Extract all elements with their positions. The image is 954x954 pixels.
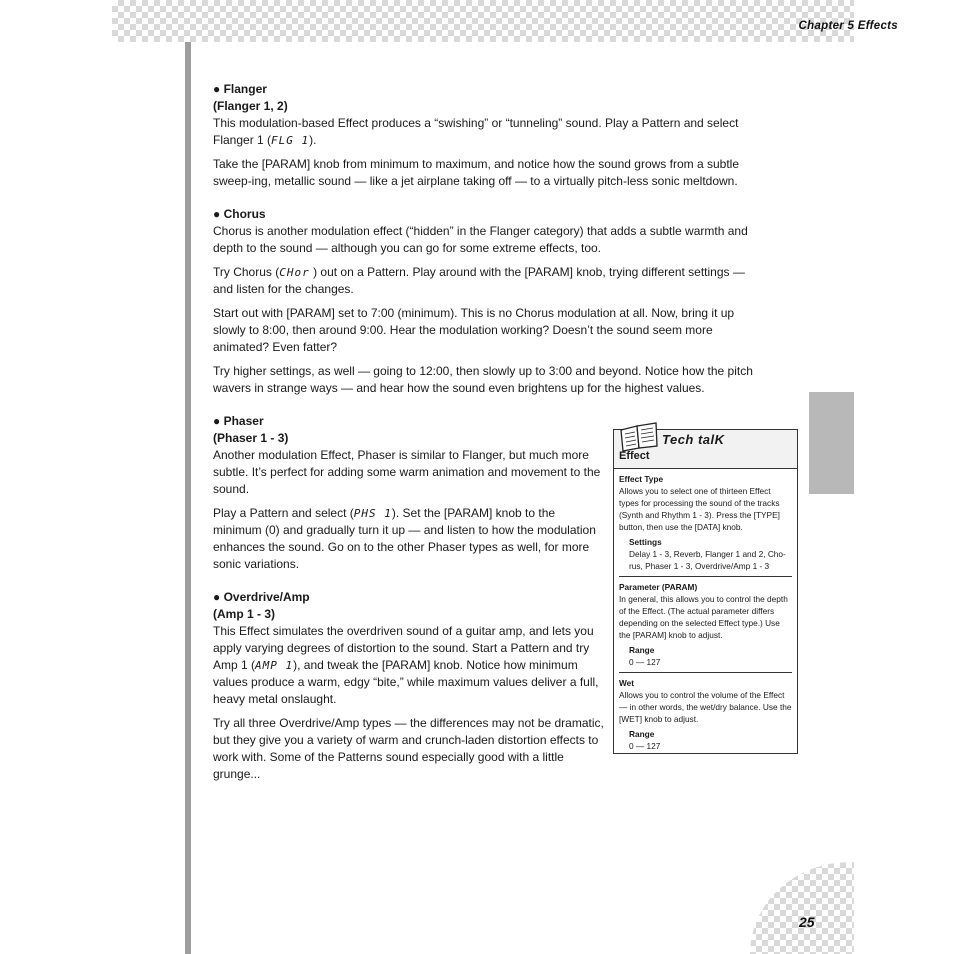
section-heading: ● Flanger <box>213 82 267 96</box>
tech-talk-title: Tech talK <box>662 432 725 447</box>
tech-talk-heading: Effect <box>619 450 650 462</box>
paragraph: Another modulation Effect, Phaser is similar to Flanger, but much more subtle. It’s perfect for adding some warm animation and movement to the sound. <box>213 448 601 496</box>
paragraph: This modulation-based Effect produces a “swishing” or “tunneling” sound. Play a Pattern and select Flanger 1 (FLG 1). <box>213 116 739 147</box>
item-title: Parameter (PARAM) <box>619 582 698 592</box>
paragraph: Try Chorus (CHor ) out on a Pattern. Play around with the [PARAM] knob, trying different settings — and listen for the changes. <box>213 265 745 296</box>
item-text: Allows you to control the volume of the Effect — in other words, the wet/dry balance. Use the [WET] knob to adjust. <box>619 690 792 724</box>
section-heading: ● Overdrive/Amp <box>213 590 310 604</box>
lcd-display-text: AMP 1 <box>255 659 294 672</box>
tech-talk-header <box>614 430 797 469</box>
lcd-display-text: CHor <box>279 266 310 279</box>
section-heading: ● Phaser <box>213 414 264 428</box>
item-text: In general, this allows you to control the depth of the Effect. (The actual parameter differs depending on the selected Effect type.) Use the [PARAM] knob to adjust. <box>619 594 788 640</box>
section-overdrive <box>213 589 605 783</box>
section-phaser <box>213 413 605 573</box>
sub-title: Range <box>629 729 655 739</box>
section-subheading: (Amp 1 - 3) <box>213 607 276 621</box>
section-chorus <box>213 206 753 397</box>
header-checker-band <box>112 0 854 42</box>
item-text: Allows you to select one of thirteen Effect types for processing the sound of the tracks (Synth and Rhythm 1 - 3). Press the [TYPE] button, then use the [DATA] knob. <box>619 486 780 532</box>
paragraph: Start out with [PARAM] set to 7:00 (minimum). This is no Chorus modulation at all. Now, bring it up slowly to 8:00, then around 9:00. Hear the modulation working? Doesn’t the sound seem more animated? Even fatter? <box>213 306 735 354</box>
item-sub <box>619 644 792 668</box>
lcd-display-text: PHS 1 <box>353 507 392 520</box>
tech-talk-item <box>619 473 792 577</box>
paragraph: Chorus is another modulation effect (“hidden” in the Flanger category) that adds a subtle warmth and depth to the sound — although you can go for some extreme effects, too. <box>213 224 748 255</box>
section-flanger <box>213 81 753 190</box>
tech-talk-item <box>619 677 792 756</box>
section-subheading: (Flanger 1, 2) <box>213 99 288 113</box>
paragraph: Take the [PARAM] knob from minimum to maximum, and notice how the sound grows from a subtle sweep-ing, metallic sound — like a jet airplane taking off — to a virtually pitch-less sonic meltdown. <box>213 157 739 188</box>
sub-text: 0 — 127 <box>629 657 661 667</box>
page-number: 25 <box>799 914 815 930</box>
paragraph: Play a Pattern and select (PHS 1). Set the [PARAM] knob to the minimum (0) and gradually turn it up — and listen to how the modulation enhances the sound. Go on to the other Phaser types as well, for more sonic variations. <box>213 506 596 571</box>
corner-checker-decoration <box>750 862 854 954</box>
item-title: Effect Type <box>619 474 664 484</box>
item-title: Wet <box>619 678 635 688</box>
tech-talk-body <box>614 469 797 756</box>
paragraph: This Effect simulates the overdriven sound of a guitar amp, and lets you apply varying degrees of distortion to the sound. Start a Pattern and try Amp 1 (AMP 1), and tweak the [PARAM] knob. Notice how minimum values produce a warm, edgy “bite,” while maximum values deliver a full, heavy metal onslaught. <box>213 624 599 706</box>
chapter-thumb-tab <box>809 392 854 494</box>
tech-talk-item <box>619 581 792 673</box>
left-margin-rule <box>185 42 191 954</box>
section-subheading: (Phaser 1 - 3) <box>213 431 289 445</box>
item-sub <box>619 728 792 752</box>
open-book-icon <box>618 420 660 452</box>
tech-talk-box <box>613 429 798 754</box>
paragraph: Try higher settings, as well — going to 12:00, then slowly up to 3:00 and beyond. Notice how the pitch wavers in strange ways — and hear how the sound even brightens up for the highest values. <box>213 364 753 395</box>
paragraph: Try all three Overdrive/Amp types — the differences may not be dramatic, but they give you a variety of warm and crunch-laden distortion effects to work with. Some of the Patterns sound especially good with a little grunge... <box>213 716 604 781</box>
sub-text: 0 — 127 <box>629 741 661 751</box>
sub-title: Settings <box>629 537 662 547</box>
sub-title: Range <box>629 645 655 655</box>
sub-text: Delay 1 - 3, Reverb, Flanger 1 and 2, Cho-rus, Phaser 1 - 3, Overdrive/Amp 1 - 3 <box>629 549 786 571</box>
section-heading: ● Chorus <box>213 207 266 221</box>
item-sub <box>619 536 792 572</box>
lcd-display-text: FLG 1 <box>271 134 310 147</box>
chapter-title: Chapter 5 Effects <box>798 20 898 32</box>
